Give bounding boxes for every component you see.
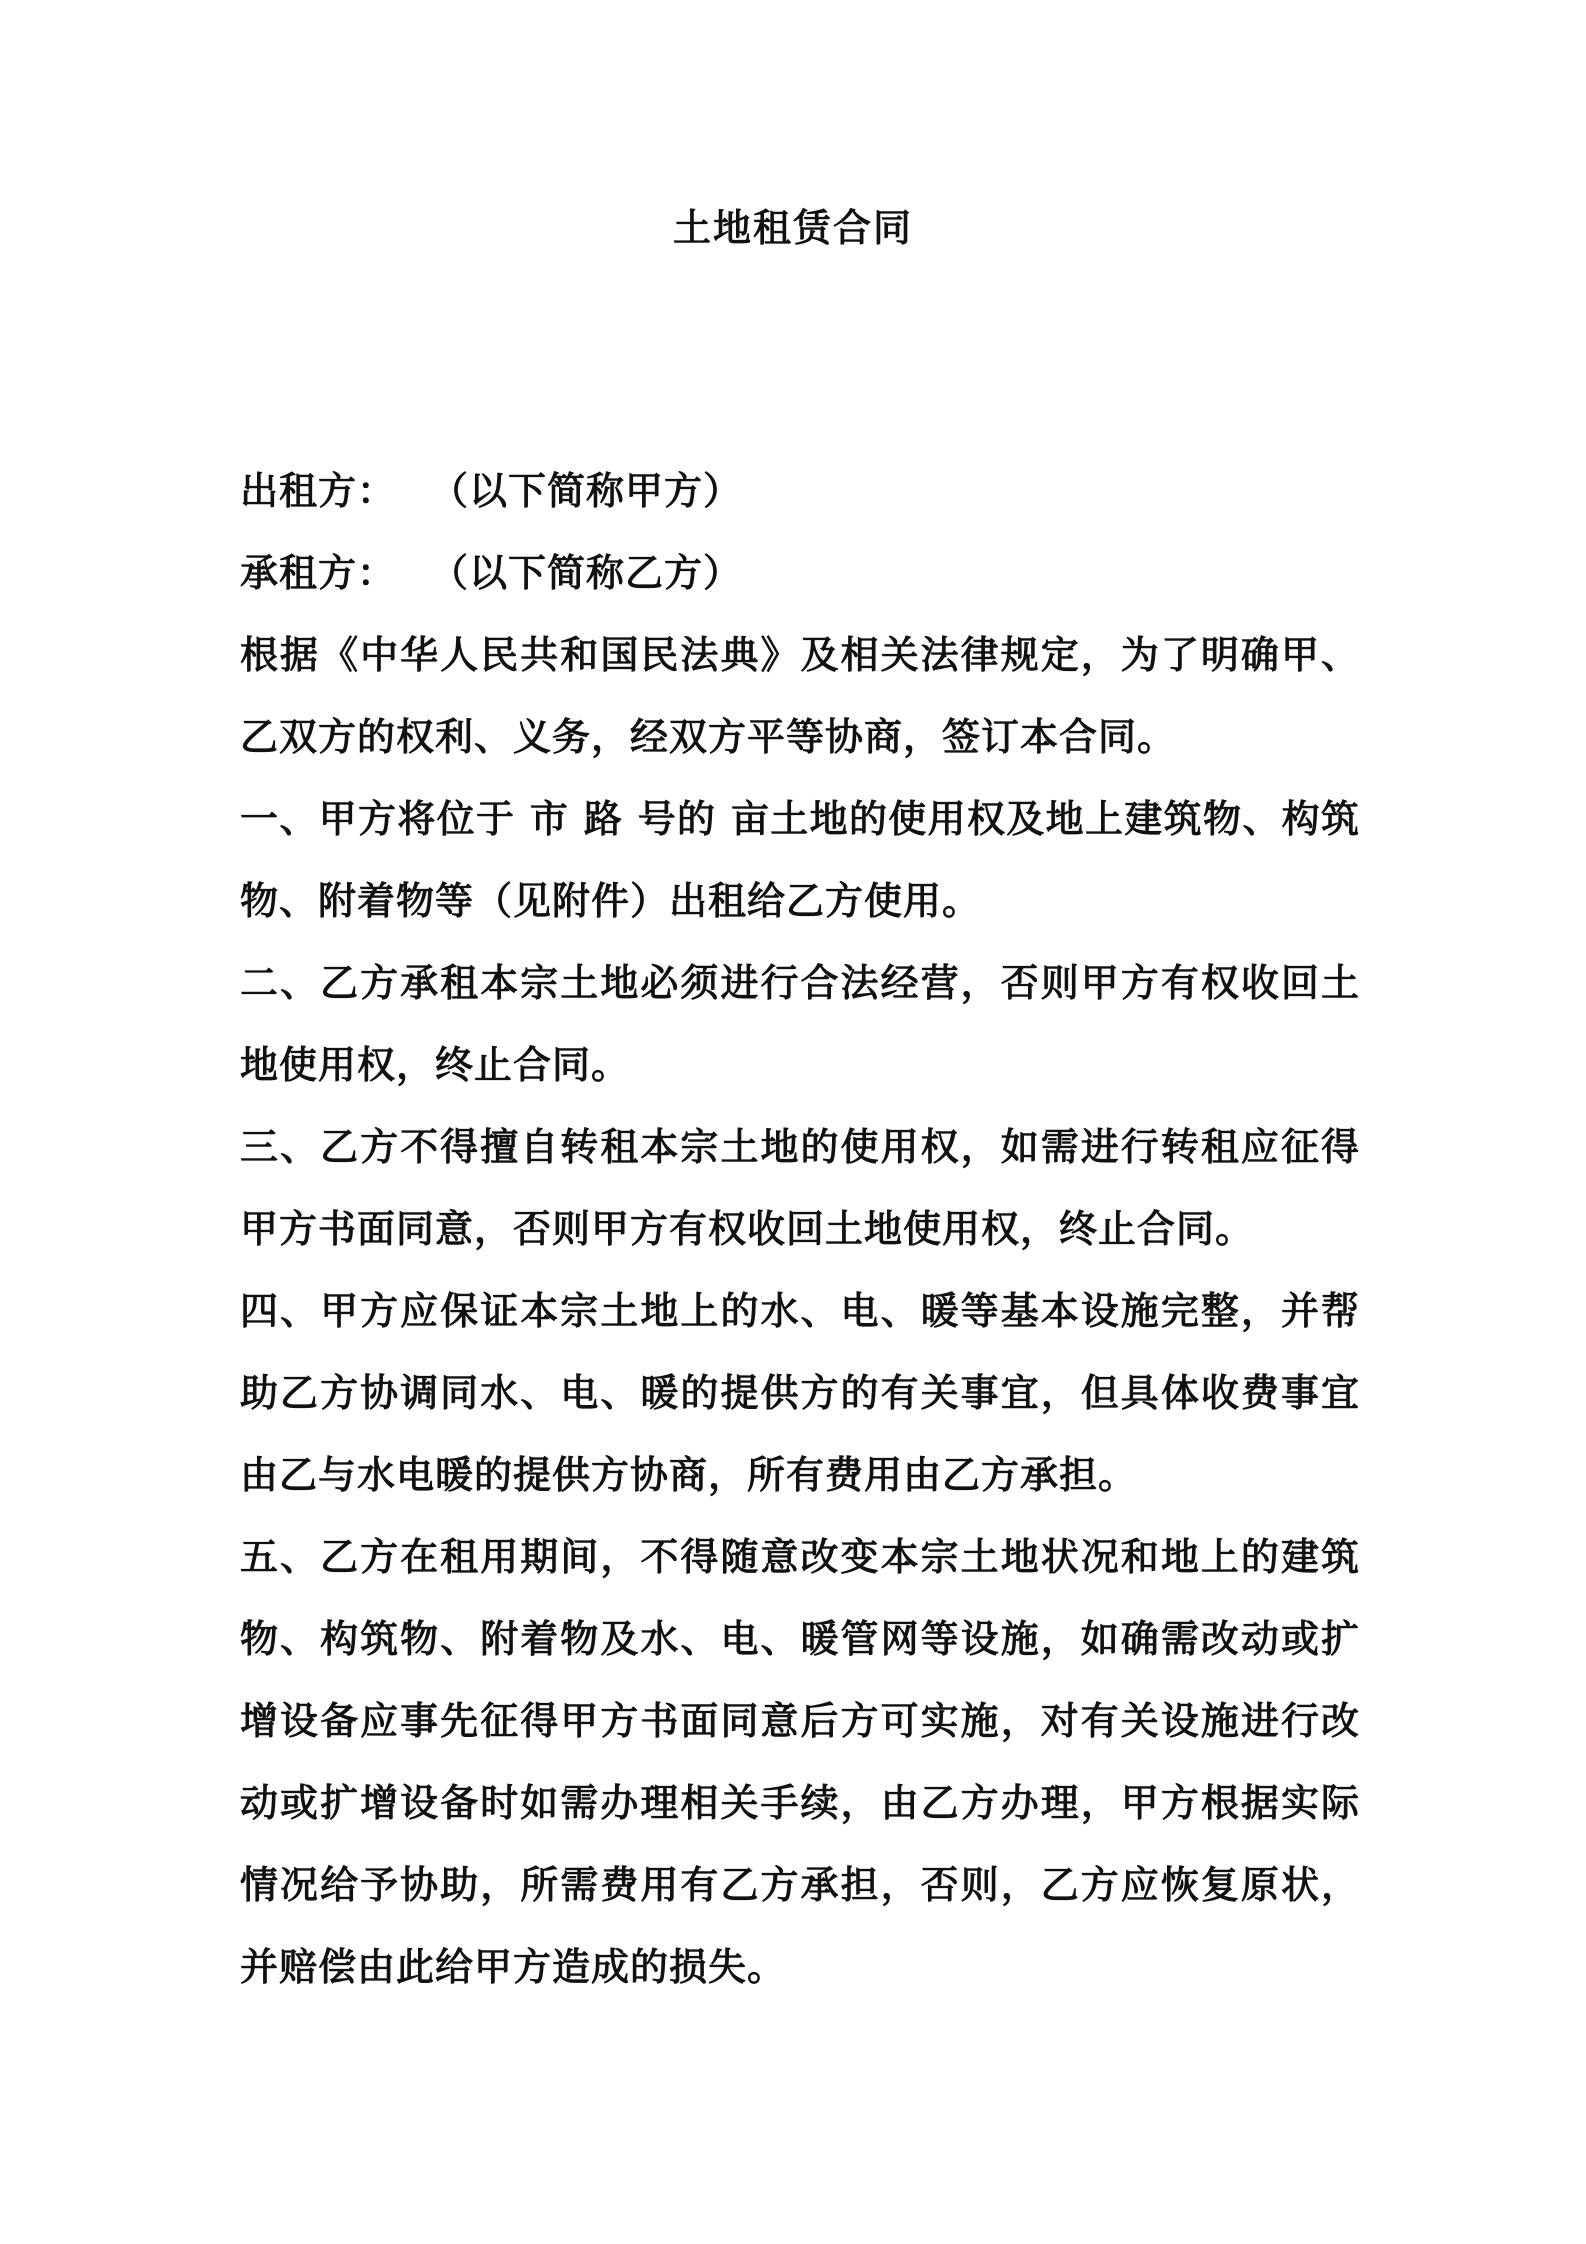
preamble-paragraph: 根据《中华人民共和国民法典》及相关法律规定，为了明确甲、乙双方的权利、义务，经双方平等协商，签订本合同。 bbox=[240, 633, 1360, 759]
clause-1-paragraph: 一、甲方将位于 市 路 号的 亩土地的使用权及地上建筑物、构筑物、附着物等（见附件）出租给乙方使用。 bbox=[240, 797, 1360, 923]
clause-5-paragraph: 五、乙方在租用期间，不得随意改变本宗土地状况和地上的建筑物、构筑物、附着物及水、电、暖管网等设施，如确需改动或扩增设备应事先征得甲方书面同意后方可实施，对有关设施进行改动或扩增设备时如需办理相关手续，由乙方办理，甲方根据实际情况给予协助，所需费用有乙方承担，否则，乙方应恢复原状，并赔偿由此给甲方造成的损失。 bbox=[240, 1535, 1360, 1989]
lessee-line bbox=[240, 532, 1360, 614]
lessee-note: （以下简称乙方） bbox=[430, 551, 743, 595]
clause-2-paragraph: 二、乙方承租本宗土地必须进行合法经营，否则甲方有权收回土地使用权，终止合同。 bbox=[240, 961, 1360, 1087]
clause-4-paragraph: 四、甲方应保证本宗土地上的水、电、暖等基本设施完整，并帮助乙方协调同水、电、暖的提供方的有关事宜，但具体收费事宜由乙与水电暖的提供方协商，所有费用由乙方承担。 bbox=[240, 1289, 1360, 1497]
lessee-label: 承租方： bbox=[240, 551, 397, 595]
lessor-label: 出租方： bbox=[240, 469, 397, 513]
lessor-note: （以下简称甲方） bbox=[430, 469, 743, 513]
document-body bbox=[240, 450, 1360, 2008]
clause-3-paragraph: 三、乙方不得擅自转租本宗土地的使用权，如需进行转租应征得甲方书面同意，否则甲方有权收回土地使用权，终止合同。 bbox=[240, 1125, 1360, 1251]
document-title: 土地租赁合同 bbox=[672, 206, 913, 250]
lessor-line bbox=[240, 450, 1360, 532]
